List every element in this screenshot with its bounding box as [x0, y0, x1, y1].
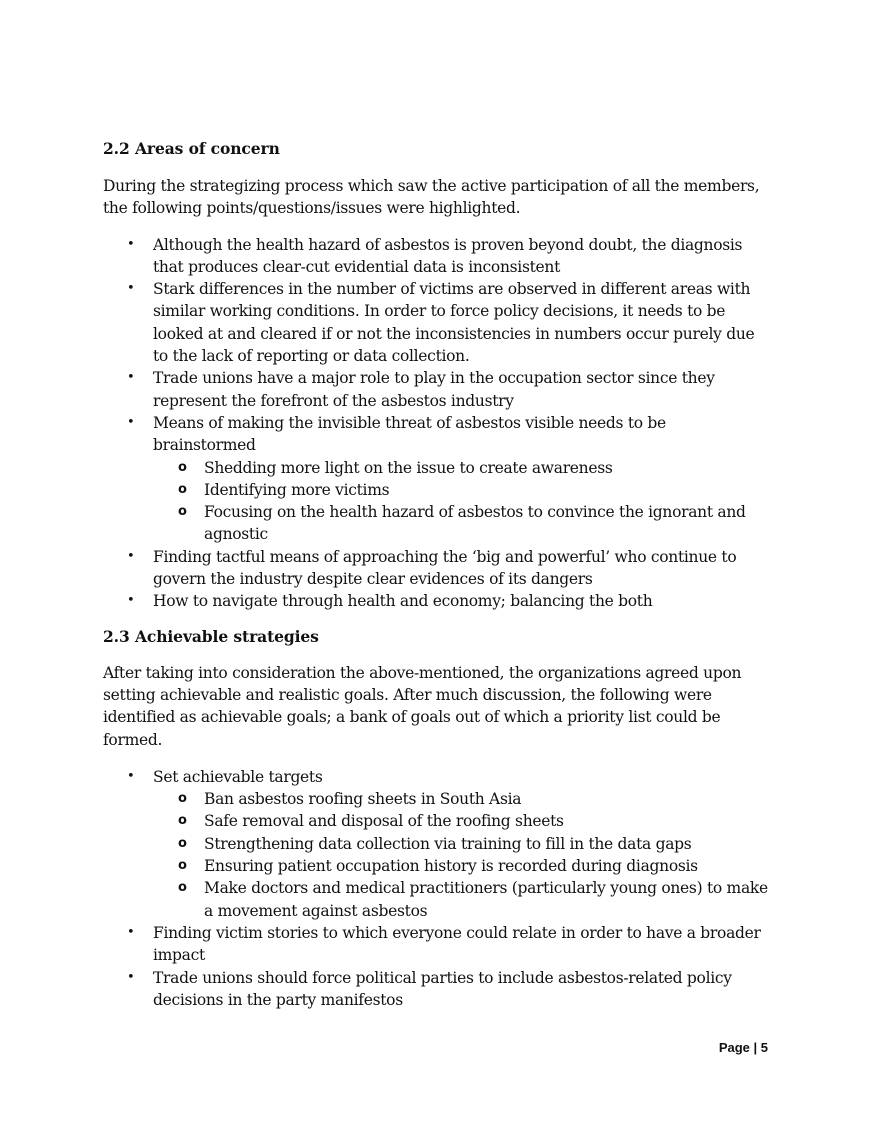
page-content — [103, 138, 773, 1011]
sub-list-item-text: Focusing on the health hazard of asbestos to convince the ignorant and agnostic — [204, 503, 746, 544]
bullet-list — [103, 234, 773, 613]
circle-bullet-icon: o — [178, 835, 187, 851]
list-item-text: Stark differences in the number of victims are observed in different areas with similar working conditions. In order to force policy decisions, it needs to be looked at and cleared if or not the inconsistencies in numbers occur purely due to the lack of reporting or data collection. — [153, 280, 755, 366]
sub-list-item-text: Safe removal and disposal of the roofing sheets — [204, 812, 564, 831]
section-heading: 2.3 Achievable strategies — [103, 626, 319, 646]
sub-list-item — [153, 810, 773, 832]
circle-bullet-icon: o — [178, 481, 187, 497]
list-item — [103, 922, 773, 967]
circle-bullet-icon: o — [178, 459, 187, 475]
list-item-text: Means of making the invisible threat of asbestos visible needs to be brainstormed — [153, 413, 666, 455]
sub-list — [153, 788, 773, 922]
circle-bullet-icon: o — [178, 504, 187, 520]
list-item-text: Trade unions have a major role to play in the occupation sector since they represent the forefront of the asbestos industry — [153, 369, 715, 410]
sub-list-item — [153, 457, 773, 479]
sub-list-item-text: Make doctors and medical practitioners (particularly young ones) to make a movement against asbestos — [204, 879, 768, 920]
sub-list-item-text: Strengthening data collection via training to fill in the data gaps — [204, 834, 692, 853]
list-item-text: Finding victim stories to which everyone could relate in order to have a broader impact — [153, 923, 761, 965]
bullet-icon: • — [127, 548, 135, 564]
list-item-text: How to navigate through health and economy; balancing the both — [153, 592, 653, 611]
circle-bullet-icon: o — [178, 791, 187, 807]
list-item-text: Although the health hazard of asbestos is proven beyond doubt, the diagnosis that produces clear-cut evidential data is inconsistent — [153, 235, 743, 276]
list-item — [103, 967, 773, 1012]
list-item — [103, 766, 773, 922]
sub-list — [153, 457, 773, 546]
list-item — [103, 278, 773, 367]
bullet-list — [103, 766, 773, 1011]
section-intro: During the strategizing process which saw the active participation of all the members, the following points/questions/issues were highlighted. — [103, 177, 760, 218]
bullet-icon: • — [127, 236, 135, 252]
sub-list-item — [153, 833, 773, 855]
bullet-icon: • — [127, 414, 135, 430]
list-item-text: Set achievable targets — [153, 767, 323, 786]
list-item-text: Finding tactful means of approaching the ‘big and powerful’ who continue to govern the industry despite clear evidences of its dangers — [153, 547, 737, 589]
sub-list-item-text: Ensuring patient occupation history is recorded during diagnosis — [204, 857, 698, 876]
list-item — [103, 546, 773, 591]
list-item — [103, 367, 773, 412]
section-intro: After taking into consideration the above-mentioned, the organizations agreed upon setting achievable and realistic goals. After much discussion, the following were identified as achievable goals; a bank of goals out of which a priority list could be formed. — [103, 663, 742, 749]
section-heading: 2.2 Areas of concern — [103, 139, 280, 158]
sub-list-item-text: Ban asbestos roofing sheets in South Asia — [204, 790, 522, 809]
list-item — [103, 412, 773, 546]
circle-bullet-icon: o — [178, 880, 187, 896]
page-number: Page | 5 — [718, 1040, 768, 1055]
sub-list-item-text: Identifying more victims — [204, 480, 390, 499]
circle-bullet-icon: o — [178, 858, 187, 874]
sub-list-item — [153, 479, 773, 501]
circle-bullet-icon: o — [178, 813, 187, 829]
list-item — [103, 590, 773, 612]
bullet-icon: • — [127, 924, 135, 940]
bullet-icon: • — [127, 281, 135, 297]
sub-list-item — [153, 501, 773, 546]
bullet-icon: • — [127, 969, 135, 985]
sub-list-item-text: Shedding more light on the issue to create awareness — [204, 458, 613, 477]
sub-list-item — [153, 855, 773, 877]
list-item — [103, 234, 773, 279]
bullet-icon: • — [127, 768, 135, 784]
bullet-icon: • — [127, 370, 135, 386]
sub-list-item — [153, 788, 773, 810]
sub-list-item — [153, 877, 773, 922]
list-item-text: Trade unions should force political parties to include asbestos-related policy decisions in the party manifestos — [153, 968, 732, 1009]
bullet-icon: • — [127, 593, 135, 609]
